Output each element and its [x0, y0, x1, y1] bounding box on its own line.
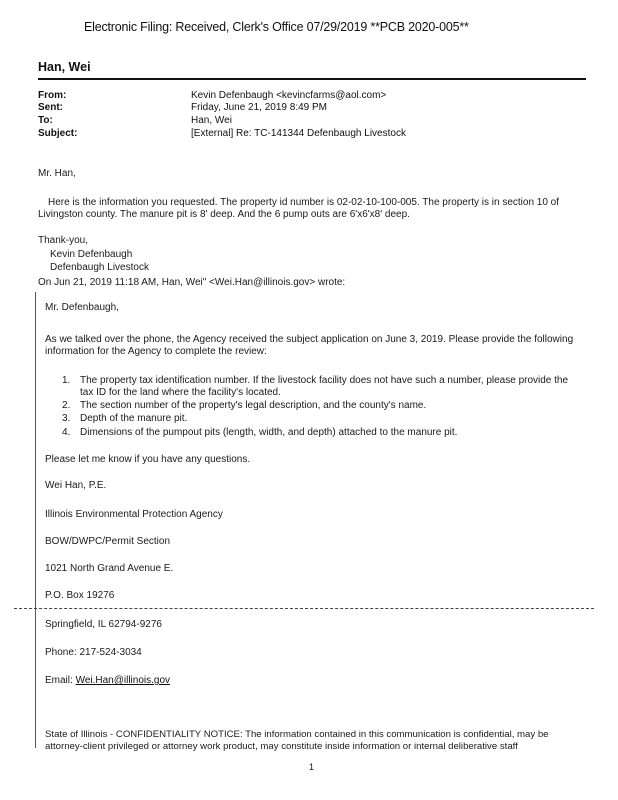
quoted-closing: Please let me know if you have any questions. — [45, 454, 251, 465]
from-label: From: — [38, 90, 67, 101]
to-value: Han, Wei — [191, 115, 232, 126]
page-number: 1 — [309, 762, 315, 772]
quoted-signature-pobox: P.O. Box 19276 — [45, 590, 115, 601]
list-item-3-line1: Depth of the manure pit. — [80, 413, 188, 424]
list-item-2-number: 2. — [62, 400, 71, 411]
quoted-signature-name: Wei Han, P.E. — [45, 480, 107, 491]
list-item-1-line1: The property tax identification number. If the livestock facility does not have such a number, please provide the — [80, 375, 569, 386]
quoted-signature-email-line — [45, 675, 170, 686]
subject-value: [External] Re: TC-141344 Defenbaugh Livestock — [191, 128, 406, 139]
recipient-name: Han, Wei — [38, 60, 91, 74]
list-item-4-number: 4. — [62, 427, 71, 438]
quoted-signature-city: Springfield, IL 62794-9276 — [45, 619, 162, 630]
reply-signature-name: Kevin Defenbaugh — [50, 249, 133, 260]
quoted-signature-section: BOW/DWPC/Permit Section — [45, 536, 171, 547]
quoted-paragraph-line2: information for the Agency to complete the review: — [45, 346, 267, 357]
reply-signature-company: Defenbaugh Livestock — [50, 262, 149, 273]
sent-label: Sent: — [38, 102, 63, 113]
to-label: To: — [38, 115, 53, 126]
confidentiality-line1: State of Illinois - CONFIDENTIALITY NOTICE: The information contained in this communication is confidential, may be — [45, 729, 549, 740]
list-item-2-line1: The section number of the property's legal description, and the county's name. — [80, 400, 427, 411]
quoted-signature-phone: Phone: 217-524-3034 — [45, 647, 142, 658]
subject-label: Subject: — [38, 128, 78, 139]
email-label: Email: — [45, 675, 76, 686]
quote-bar — [35, 292, 36, 748]
filing-stamp: Electronic Filing: Received, Clerk's Office 07/29/2019 **PCB 2020-005** — [84, 20, 469, 34]
sent-value: Friday, June 21, 2019 8:49 PM — [191, 102, 328, 113]
reply-paragraph-line2: Livingston county. The manure pit is 8' deep. And the 6 pump outs are 6'x6'x8' deep. — [38, 209, 410, 220]
reply-paragraph-line1: Here is the information you requested. The property id number is 02-02-10-100-005. The property is in section 10 of — [48, 197, 560, 208]
list-item-4-line1: Dimensions of the pumpout pits (length, width, and depth) attached to the manure pit. — [80, 427, 458, 438]
quoted-greeting: Mr. Defenbaugh, — [45, 302, 119, 313]
list-item-1-line2: tax ID for the land where the facility's located. — [80, 387, 281, 398]
list-item-3-number: 3. — [62, 413, 71, 424]
reply-signoff: Thank-you, — [38, 235, 89, 246]
quoted-signature-street: 1021 North Grand Avenue E. — [45, 563, 174, 574]
header-divider — [38, 78, 586, 80]
wrote-line: On Jun 21, 2019 11:18 AM, Han, Wei" <Wei.Han@illinois.gov> wrote: — [38, 277, 346, 288]
quoted-paragraph-line1: As we talked over the phone, the Agency received the subject application on June 3, 2019. Please provide the following — [45, 334, 574, 345]
confidentiality-line2: attorney-client privileged or attorney work product, may constitute inside information or internal deliberative staff — [45, 741, 518, 752]
quoted-signature-agency: Illinois Environmental Protection Agency — [45, 509, 223, 520]
reply-greeting: Mr. Han, — [38, 168, 76, 179]
from-value: Kevin Defenbaugh <kevincfarms@aol.com> — [191, 90, 387, 101]
email-link[interactable]: Wei.Han@illinois.gov — [75, 675, 171, 686]
list-item-1-number: 1. — [62, 375, 71, 386]
page-divider — [14, 608, 594, 609]
